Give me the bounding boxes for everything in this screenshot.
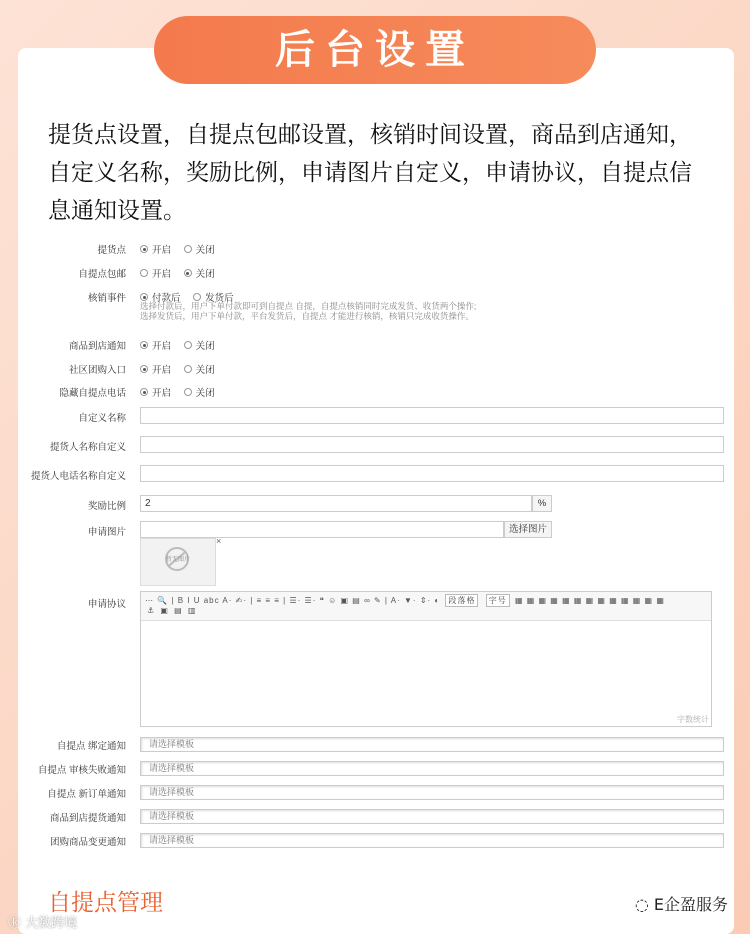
custom-name-input[interactable] [140, 407, 724, 424]
section-title: 自提点管理 [48, 890, 163, 916]
radio-arrival-off[interactable]: 关闭 [184, 338, 215, 352]
radio-pickup-on[interactable]: 开启 [140, 242, 171, 256]
label-notify-new-order: 自提点 新订单通知 [47, 789, 126, 800]
editor-toolbar-icons[interactable]: ⋯ 🔍 | B I U abc A· ✍· | ≡ ≡ ≡ | ☰· ☰· ❝ ☺ ▣ ▤ ∞ ✎ | A· ▼· ⇕· ◐ 段落格 字号 ▦ ▦ ▦ ▦ ▦ ▦ ▦ ▦ ▦ ▦ ▦ ▦ ▦ [145, 596, 665, 605]
editor-toolbar-icons-row2[interactable]: ⚓ ▣ ▤ ▥ [147, 606, 198, 615]
radio-shipping-on[interactable]: 开启 [140, 266, 171, 280]
radio-group-off[interactable]: 关闭 [184, 362, 215, 376]
radio-shipping-off[interactable]: 关闭 [184, 266, 215, 280]
reward-ratio-input[interactable]: 2 [140, 495, 532, 512]
page-title: 后台设置 [154, 16, 596, 84]
radio-group-on[interactable]: 开启 [140, 362, 171, 376]
label-verify-event: 核销事件 [87, 293, 126, 304]
label-picker-phone: 提货人电话名称自定义 [30, 471, 126, 482]
verify-hint-2: 选择发货后，用户下单付款，平台发货后，自提点 才能进行核销，核销只完成收货操作。 [140, 311, 474, 321]
agreement-editor[interactable] [140, 591, 712, 727]
radio-after-payment[interactable]: 付款后 [140, 290, 181, 304]
label-notify-bind: 自提点 绑定通知 [56, 741, 126, 752]
fontsize-select[interactable]: 字号 [486, 594, 510, 607]
radio-arrival-on[interactable]: 开启 [140, 338, 171, 352]
label-hide-phone: 隐藏自提点电话 [59, 388, 126, 399]
radio-pickup-off[interactable]: 关闭 [184, 242, 215, 256]
picker-name-input[interactable] [140, 436, 724, 453]
notify-arrival-select[interactable]: 请选择模板 [140, 809, 724, 824]
remove-image-icon[interactable]: × [216, 536, 222, 546]
label-pickup-point: 提货点 [97, 245, 126, 256]
notify-bind-select[interactable]: 请选择模板 [140, 737, 724, 752]
editor-toolbar [141, 592, 711, 621]
label-free-shipping: 自提点包邮 [78, 269, 126, 280]
label-picker-name: 提货人名称自定义 [49, 442, 126, 453]
intro-text: 提货点设置，自提点包邮设置，核销时间设置，商品到店通知，自定义名称，奖励比例，申请图片自定义，申请协议，自提点信息通知设置。 [48, 122, 692, 224]
label-apply-agreement: 申请协议 [87, 599, 126, 610]
radio-after-shipping[interactable]: 发货后 [193, 290, 234, 304]
wechat-icon: ◌ [634, 895, 654, 914]
apply-image-input[interactable] [140, 521, 504, 538]
label-arrival-notice: 商品到店通知 [68, 341, 126, 352]
paragraph-select[interactable]: 段落格 [445, 594, 478, 607]
choose-image-button[interactable]: 选择图片 [504, 521, 552, 538]
logo-icon: ⓚ [8, 916, 26, 931]
percent-addon: % [532, 495, 552, 512]
watermark-right: ◌ E企盈服务 [634, 895, 728, 914]
label-notify-arrival: 商品到店提货通知 [49, 813, 126, 824]
notify-group-change-select[interactable]: 请选择模板 [140, 833, 724, 848]
notify-audit-fail-select[interactable]: 请选择模板 [140, 761, 724, 776]
label-reward-ratio: 奖励比例 [87, 501, 126, 512]
radio-hide-off[interactable]: 关闭 [184, 385, 215, 399]
notify-new-order-select[interactable]: 请选择模板 [140, 785, 724, 800]
label-notify-audit-fail: 自提点 审核失败通知 [37, 765, 126, 776]
image-placeholder: 暂无图片 [140, 538, 216, 586]
label-custom-name: 自定义名称 [78, 413, 126, 424]
label-group-entry: 社区团购入口 [68, 365, 126, 376]
radio-hide-on[interactable]: 开启 [140, 385, 171, 399]
verify-hint-1: 选择付款后，用户下单付款即可到自提点 自提，自提点核销同时完成发货、收货两个操作; [140, 301, 477, 311]
watermark-left: ⓚ 大数跨境 [8, 916, 78, 931]
label-apply-image: 申请图片 [87, 527, 126, 538]
word-count: 字数统计 [677, 715, 709, 724]
picker-phone-input[interactable] [140, 465, 724, 482]
label-notify-group-change: 团购商品变更通知 [49, 837, 126, 848]
